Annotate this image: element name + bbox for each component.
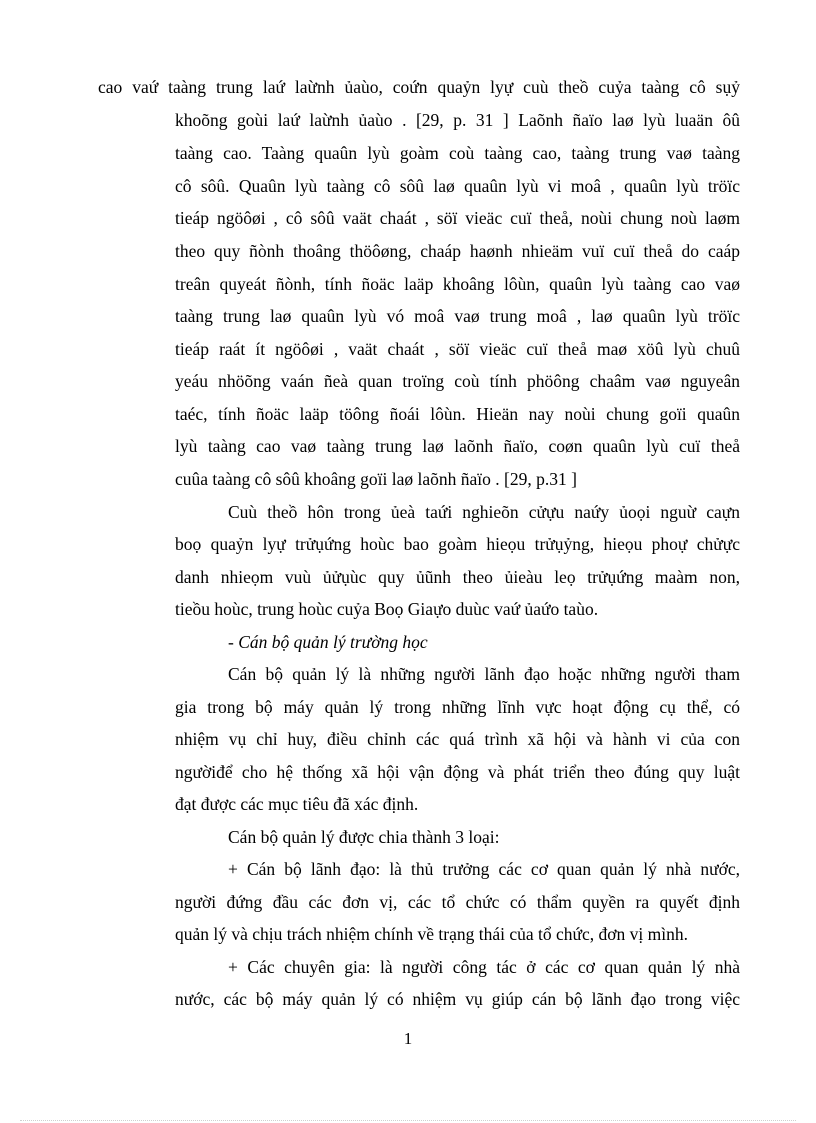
body-line: cuûa taàng cô sôû khoâng goïi laø laõnh ñaïo . [29, p.31 ] xyxy=(175,469,577,489)
body-line: nhiệm vụ chỉ huy, điều chỉnh các quá trình xã hội và hành vi của con xyxy=(175,729,740,749)
body-line: người đứng đầu các đơn vị, các tổ chức có thẩm quyền ra quyết định xyxy=(175,892,740,912)
body-line: quản lý và chịu trách nhiệm chính về trạng thái của tổ chức, đơn vị mình. xyxy=(175,924,688,944)
footer-divider xyxy=(20,1120,796,1121)
body-line: cao vaứ taàng trung laứ laừnh ủaùo, coứn quaỷn lyự cuù theồ cuỷa taàng cô sụỷ xyxy=(98,77,740,97)
body-line: tieồu hoùc, trung hoùc cuỷa Boọ Giaựo duùc vaứ ủaứo taùo. xyxy=(175,599,599,619)
body-line: yeáu nhöõng vaán ñeà quan troïng coù tính phöông chaâm vaø nguyeân xyxy=(175,371,740,391)
body-line: ngườiđể cho hệ thống xã hội vận động và phát triển theo đúng quy luật xyxy=(175,762,740,782)
list-item-first-line: + Cán bộ lãnh đạo: là thủ trưởng các cơ quan quản lý nhà nước, xyxy=(228,859,740,879)
body-line: khoõng goùi laứ laừnh ủaùo . [29, p. 31 ] Laõnh ñaïo laø lyù luaän ôû xyxy=(175,110,740,130)
paragraph-first-line: Cán bộ quản lý là những người lãnh đạo hoặc những người tham xyxy=(228,664,740,684)
body-line: đạt được các mục tiêu đã xác định. xyxy=(175,794,419,814)
page-number: 1 xyxy=(403,1029,413,1048)
body-line: boọ quaỷn lyự trửụứng hoùc bao goàm hieọu trửụỷng, hieọu phoự chửực xyxy=(175,534,740,554)
body-line: tieáp ngöôøi , cô sôû vaät chaát , söï vieäc cuï theå, noùi chung noù laøm xyxy=(175,208,740,228)
paragraph-first-line: Cán bộ quản lý được chia thành 3 loại: xyxy=(228,827,500,847)
body-line: danh nhieọm vuù ủửụùc quy ủũnh theo ủieàu leọ trửụứng maàm non, xyxy=(175,567,740,587)
body-line: cô sôû. Quaûn lyù taàng cô sôû laø quaûn lyù vi moâ , quaûn lyù tröïc xyxy=(175,176,740,196)
body-line: theo quy ñònh thoâng thöôøng, chaáp haønh nhieäm vuï cuï theå do caáp xyxy=(175,241,740,261)
body-line: lyù taàng cao vaø taàng trung laø laõnh ñaïo, coøn quaûn lyù cuï theå xyxy=(175,436,740,456)
body-line: tieáp raát ít ngöôøi , vaät chaát , söï vieäc cuï theå maø xöû lyù chuû xyxy=(175,339,740,359)
body-line: taéc, tính ñoäc laäp töông ñoái lôùn. Hieän nay noùi chung goïi quaûn xyxy=(175,404,740,424)
list-item-first-line: + Các chuyên gia: là người công tác ở các cơ quan quản lý nhà xyxy=(228,957,740,977)
paragraph-first-line: Cuù theồ hôn trong ủeà taứi nghieõn cửựu naứy ủoọi nguừ caựn xyxy=(228,502,740,522)
body-line: gia trong bộ máy quản lý trong những lĩnh vực hoạt động cụ thể, có xyxy=(175,697,740,717)
body-line: taàng trung laø quaûn lyù vó moâ vaø trung moâ , laø quaûn lyù tröïc xyxy=(175,306,740,326)
section-heading: - Cán bộ quản lý trường học xyxy=(228,632,428,652)
body-line: taàng cao. Taàng quaûn lyù goàm coù taàng cao, taàng trung vaø taàng xyxy=(175,143,740,163)
body-line: nước, các bộ máy quản lý có nhiệm vụ giúp cán bộ lãnh đạo trong việc xyxy=(175,989,740,1009)
body-line: treân quyeát ñònh, tính ñoäc laäp khoâng lôùn, quaûn lyù taàng cao vaø xyxy=(175,274,740,294)
